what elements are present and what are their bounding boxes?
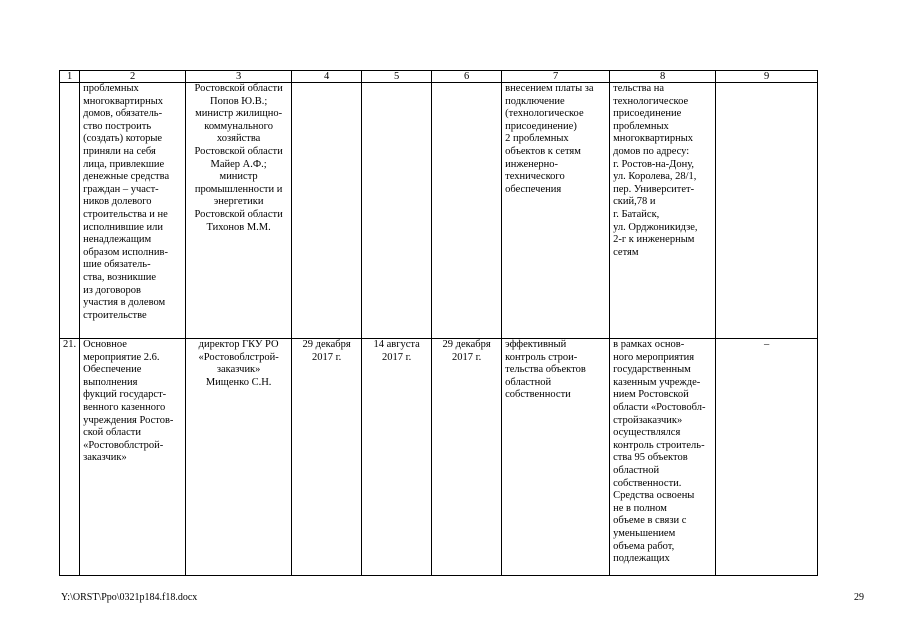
activity-cell: проблемных многоквартирных домов, обязатель- ство построить (создать) которые приняли на себя лица, привлекшие денежные средства граждан – участ- ников долевого строительства и не исполнившие или ненадлежащим образом исполнив- шие обязатель- ства, возникшие из договоров участия в долевом строительстве <box>80 83 186 339</box>
planned-result-cell: эффективный контроль строи- тельства объектов областной собственности <box>502 339 610 576</box>
column-number: 4 <box>292 71 362 83</box>
row-number-cell <box>60 83 80 339</box>
page-number: 29 <box>854 592 864 603</box>
column-number-row <box>60 71 818 83</box>
column-number: 9 <box>716 71 818 83</box>
column-number: 6 <box>432 71 502 83</box>
actual-result-cell: в рамках основ- ного мероприятия государственным казенным учрежде- нием Ростовской области «Ростовобл- стройзаказчик» осуществлялся контроль строитель- ства 95 объектов областной собственности. Средства освоены не в полном объеме в связи с уменьшением объема работ, подлежащих <box>610 339 716 576</box>
planned-date-cell: 29 декабря 2017 г. <box>292 339 362 576</box>
column-number: 8 <box>610 71 716 83</box>
actual-start-cell: 14 августа 2017 г. <box>362 339 432 576</box>
column-number: 5 <box>362 71 432 83</box>
column-number: 1 <box>60 71 80 83</box>
table-row <box>60 83 818 339</box>
activity-cell: Основное мероприятие 2.6. Обеспечение выполнения фукций государст- венного казенного учреждения Ростов- ской области «Ростовоблстрой- заказчик» <box>80 339 186 576</box>
column-number: 3 <box>186 71 292 83</box>
reasons-cell: – <box>716 339 818 576</box>
responsible-cell: Ростовской области Попов Ю.В.; министр жилищно- коммунального хозяйства Ростовской области Майер А.Ф.; министр промышленности и энергетики Ростовской области Тихонов М.М. <box>186 83 292 339</box>
actual-start-cell <box>362 83 432 339</box>
planned-date-cell <box>292 83 362 339</box>
row-number-cell: 21. <box>60 339 80 576</box>
responsible-cell: директор ГКУ РО «Ростовоблстрой- заказчик» Мищенко С.Н. <box>186 339 292 576</box>
report-table <box>59 70 818 576</box>
planned-result-cell: внесением платы за подключение (технологическое присоединение) 2 проблемных объектов к сетям инженерно- технического обеспечения <box>502 83 610 339</box>
actual-end-cell <box>432 83 502 339</box>
reasons-cell <box>716 83 818 339</box>
actual-result-cell: тельства на технологическое присоединение проблемных многоквартирных домов по адресу: г. Ростов-на-Дону, ул. Королева, 28/1, пер. Университет- ский,78 и г. Батайск, ул. Орджоникидзе, 2-г к инженерным сетям <box>610 83 716 339</box>
column-number: 7 <box>502 71 610 83</box>
actual-end-cell: 29 декабря 2017 г. <box>432 339 502 576</box>
column-number: 2 <box>80 71 186 83</box>
table-row <box>60 339 818 576</box>
file-path: Y:\ORST\Ppo\0321p184.f18.docx <box>61 592 198 603</box>
